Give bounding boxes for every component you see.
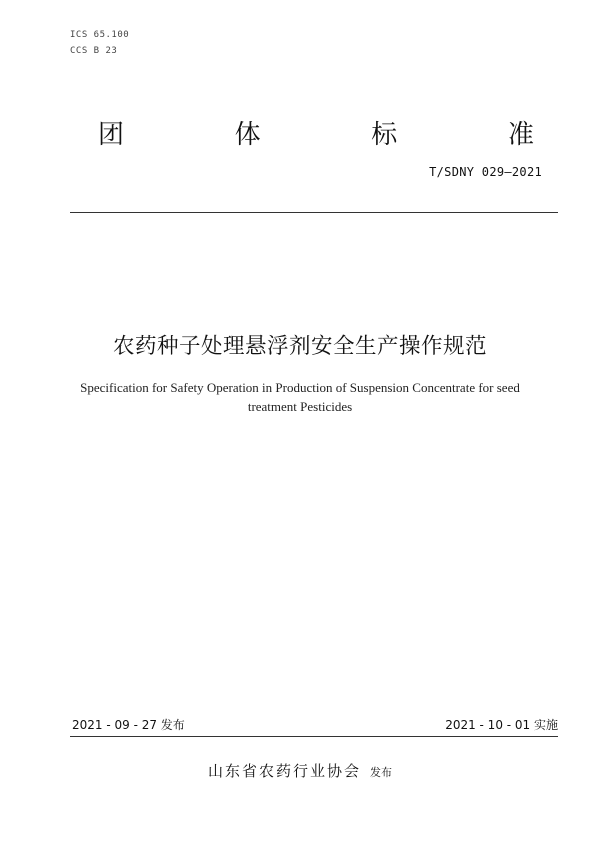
standard-type-char: 体 — [234, 120, 261, 150]
publisher-suffix: 发布 — [370, 766, 393, 779]
standard-type-char: 准 — [507, 120, 534, 150]
issue-date: 2021 - 09 - 27 发布 — [72, 718, 185, 732]
standard-type-char: 团 — [97, 120, 124, 150]
title-english-line-2: treatment Pesticides — [247, 399, 353, 414]
title-english-line-1: Specification for Safety Operation in Production of Suspension Concentrate for seed — [80, 380, 520, 395]
title-chinese: 农药种子处理悬浮剂安全生产操作规范 — [112, 334, 487, 359]
standard-type-char: 标 — [371, 120, 398, 150]
publisher — [0, 760, 600, 781]
header-divider — [70, 212, 558, 213]
ccs-code: CCS B 23 — [70, 46, 118, 56]
title-english — [50, 378, 550, 416]
standard-type-heading — [96, 114, 536, 151]
ics-code: ICS 65.100 — [70, 30, 130, 40]
publisher-name: 山东省农药行业协会 — [207, 762, 361, 780]
standard-number: T/SDNY 029—2021 — [429, 165, 542, 179]
implementation-date: 2021 - 10 - 01 实施 — [445, 718, 558, 732]
footer-divider — [70, 736, 558, 737]
